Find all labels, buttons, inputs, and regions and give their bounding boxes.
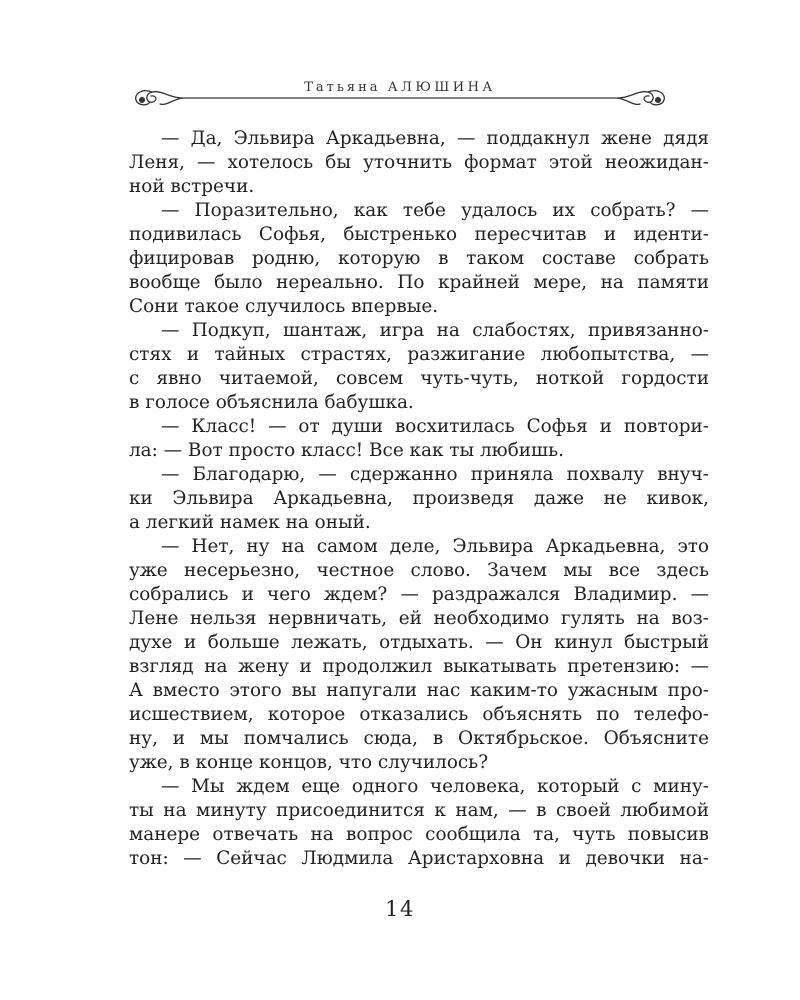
text-line: вообще было нереально. По крайней мере, на памяти bbox=[129, 272, 709, 293]
text-line: ки Эльвира Аркадьевна, произведя даже не кивок, bbox=[129, 488, 709, 509]
text-line: — Да, Эльвира Аркадьевна, — поддакнул жене дядя bbox=[161, 128, 709, 149]
text-line: — Нет, ну на самом деле, Эльвира Аркадьевна, это bbox=[161, 536, 709, 557]
text-line: стях и тайных страстях, разжигание любопытства, — bbox=[129, 344, 709, 365]
text-line: — Мы ждем еще одного человека, который с мину- bbox=[161, 776, 709, 797]
page-number: 14 bbox=[385, 897, 415, 921]
text-line: ну, и мы помчались сюда, в Октябрьское. Объясните bbox=[129, 728, 709, 749]
text-line: а легкий намек на оный. bbox=[129, 512, 371, 533]
text-line: ла: — Вот просто класс! Все как ты любишь. bbox=[129, 440, 564, 461]
text-line: фицировав родню, которую в таком составе собрать bbox=[129, 248, 709, 269]
text-line: в голосе объяснила бабушка. bbox=[129, 392, 414, 413]
text-line: Лене нельзя нервничать, ей необходимо гулять на воз- bbox=[129, 608, 709, 629]
text-line: Сони такое случилось впервые. bbox=[129, 296, 439, 317]
text-line: исшествием, которое отказались объяснять по телефо- bbox=[129, 704, 709, 725]
running-header bbox=[0, 76, 800, 116]
text-line: ной встречи. bbox=[129, 176, 255, 197]
text-line: — Класс! — от души восхитилась Софья и повтори- bbox=[161, 416, 709, 437]
text-line: взгляд на жену и продолжил выкатывать претензию: — bbox=[129, 656, 709, 677]
header-title bbox=[0, 80, 800, 95]
text-line: — Подкуп, шантаж, игра на слабостях, привязанно- bbox=[161, 320, 709, 341]
text-line: уже несерьезно, честное слово. Зачем мы все здесь bbox=[129, 560, 709, 581]
text-line: Леня, — хотелось бы уточнить формат этой неожидан- bbox=[129, 152, 709, 173]
text-line: с явно читаемой, совсем чуть-чуть, ноткой гордости bbox=[129, 368, 709, 389]
text-line: — Поразительно, как тебе удалось их собрать? — bbox=[161, 200, 709, 221]
text-line: — Благодарю, — сдержанно приняла похвалу внуч- bbox=[161, 464, 709, 485]
text-line: манере отвечать на вопрос сообщила та, чуть повысив bbox=[129, 824, 709, 845]
text-line: А вместо этого вы напугали нас каким-то ужасным про- bbox=[129, 680, 709, 701]
author-first-name: Татьяна bbox=[304, 80, 381, 95]
text-line: собрались и чего ждем? — раздражался Владимир. — bbox=[129, 584, 709, 605]
text-line: тон: — Сейчас Людмила Аристарховна и девочки на- bbox=[129, 848, 709, 869]
text-line: духе и больше лежать, отдыхать. — Он кинул быстрый bbox=[129, 632, 709, 653]
author-last-name: АЛЮШИНА bbox=[387, 80, 496, 95]
text-line: подивилась Софья, быстренько пересчитав и иденти- bbox=[129, 224, 709, 245]
text-line: ты на минуту присоединится к нам, — в своей любимой bbox=[129, 800, 709, 821]
page-body-text bbox=[129, 127, 709, 871]
text-line: уже, в конце концов, что случилось? bbox=[129, 752, 489, 773]
